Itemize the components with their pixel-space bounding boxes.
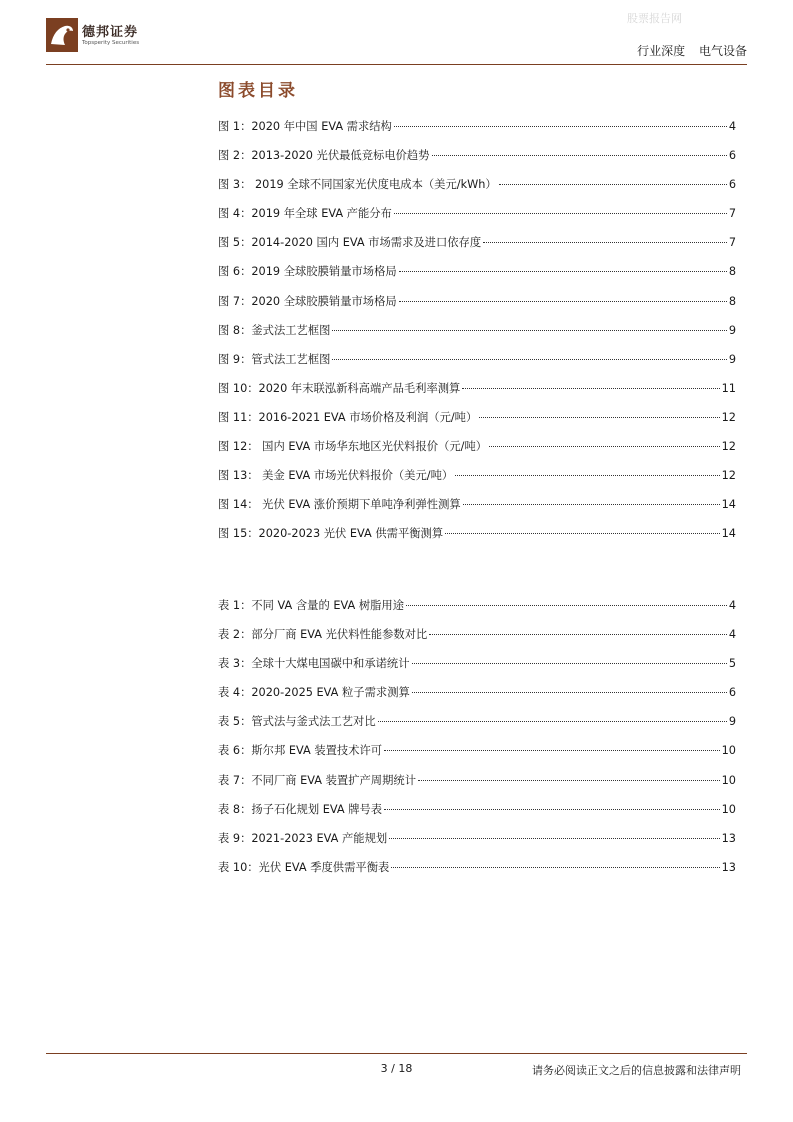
- dot-leader: [399, 301, 727, 302]
- figure-entry-page: 6: [728, 178, 736, 192]
- table-entry-page: 6: [728, 686, 736, 700]
- table-entry-label: 表 2：部分厂商 EVA 光伏料性能参数对比: [218, 628, 428, 642]
- figure-entry-page: 12: [721, 440, 736, 454]
- figure-entry-label: 图 15：2020-2023 光伏 EVA 供需平衡测算: [218, 527, 444, 541]
- figure-entry[interactable]: [218, 176, 736, 205]
- dot-leader: [412, 663, 727, 664]
- figure-entry[interactable]: [218, 409, 736, 438]
- dot-leader: [332, 330, 726, 331]
- figure-entry[interactable]: [218, 496, 736, 525]
- figure-entry-page: 8: [728, 265, 736, 279]
- figure-entry[interactable]: [218, 263, 736, 292]
- figure-entry-page: 12: [721, 469, 736, 483]
- table-entry-label: 表 10：光伏 EVA 季度供需平衡表: [218, 860, 390, 874]
- figure-entry-label: 图 2：2013-2020 光伏最低竞标电价趋势: [218, 149, 430, 163]
- figure-entry[interactable]: [218, 147, 736, 176]
- figure-entry-label: 图 12： 国内 EVA 市场华东地区光伏料报价（元/吨）: [218, 440, 488, 454]
- watermark: 股票报告网: [627, 12, 682, 25]
- figure-entry[interactable]: [218, 438, 736, 467]
- figure-entry[interactable]: [218, 351, 736, 380]
- table-entry-label: 表 4：2020-2025 EVA 粒子需求测算: [218, 686, 410, 700]
- figure-entry-label: 图 5：2014-2020 国内 EVA 市场需求及进口依存度: [218, 236, 482, 250]
- table-entry[interactable]: [218, 772, 736, 801]
- figure-entry-page: 4: [728, 120, 736, 133]
- figure-entry[interactable]: [218, 322, 736, 351]
- sector-label: 电气设备: [698, 44, 747, 58]
- figure-entry[interactable]: [218, 525, 736, 554]
- report-category: [637, 42, 747, 59]
- figure-entry-label: 图 10：2020 年末联泓新科高端产品毛利率测算: [218, 381, 461, 395]
- dot-leader: [432, 155, 727, 156]
- dot-leader: [394, 213, 727, 214]
- table-entry[interactable]: [218, 859, 736, 888]
- dot-leader: [406, 605, 727, 606]
- figure-entry-label: 图 6：2019 全球胶膜销量市场格局: [218, 265, 397, 279]
- dot-leader: [389, 838, 719, 839]
- dot-leader: [479, 417, 719, 418]
- figure-entry[interactable]: [218, 467, 736, 496]
- table-entry-label: 表 6：斯尔邦 EVA 装置技术许可: [218, 744, 383, 758]
- logo-en-text: Topsperity Securities: [82, 40, 140, 46]
- disclaimer: 请务必阅读正文之后的信息披露和法律声明: [532, 1064, 741, 1077]
- logo-cn-text: 德邦证券: [82, 25, 139, 40]
- table-entry[interactable]: [218, 655, 736, 684]
- table-entry-label: 表 5：管式法与釜式法工艺对比: [218, 715, 376, 729]
- figure-entry-page: 8: [728, 294, 736, 308]
- figure-entry-page: 7: [728, 236, 736, 250]
- figure-entry-label: 图 7：2020 全球胶膜销量市场格局: [218, 294, 397, 308]
- table-entry-page: 13: [721, 860, 736, 874]
- dot-leader: [463, 504, 720, 505]
- dot-leader: [384, 809, 720, 810]
- table-entry-page: 13: [721, 831, 736, 845]
- figure-entry-label: 图 13： 美金 EVA 市场光伏料报价（美元/吨）: [218, 469, 454, 483]
- figure-entry-page: 14: [721, 527, 736, 541]
- figure-entry-label: 图 3： 2019 全球不同国家光伏度电成本（美元/kWh）: [218, 178, 497, 192]
- toc-title: 图表目录: [218, 81, 298, 101]
- logo-icon: [46, 18, 78, 52]
- table-entry-label: 表 1：不同 VA 含量的 EVA 树脂用途: [218, 599, 405, 612]
- table-entry-page: 4: [728, 599, 736, 612]
- figure-entry[interactable]: [218, 380, 736, 409]
- dot-leader: [455, 475, 719, 476]
- table-entry-page: 5: [728, 657, 736, 671]
- table-entry-page: 4: [728, 628, 736, 642]
- dot-leader: [445, 533, 719, 534]
- table-entry[interactable]: [218, 626, 736, 655]
- table-entry-label: 表 7：不同厂商 EVA 装置扩产周期统计: [218, 773, 416, 787]
- figure-entry-page: 12: [721, 410, 736, 424]
- dot-leader: [489, 446, 720, 447]
- figure-entry[interactable]: [218, 234, 736, 263]
- table-entry[interactable]: [218, 801, 736, 830]
- table-entry[interactable]: [218, 597, 736, 626]
- dot-leader: [429, 634, 727, 635]
- dot-leader: [394, 126, 727, 127]
- dot-leader: [412, 692, 727, 693]
- figure-entry[interactable]: [218, 293, 736, 322]
- table-list: [218, 597, 736, 888]
- table-entry-page: 10: [721, 773, 736, 787]
- figure-entry-page: 14: [721, 498, 736, 512]
- company-logo: [46, 18, 176, 54]
- dot-leader: [384, 750, 720, 751]
- table-entry[interactable]: [218, 713, 736, 742]
- table-entry-label: 表 9：2021-2023 EVA 产能规划: [218, 831, 388, 845]
- dot-leader: [391, 867, 719, 868]
- figure-entry-label: 图 4：2019 年全球 EVA 产能分布: [218, 207, 392, 221]
- table-entry-label: 表 8：扬子石化规划 EVA 牌号表: [218, 802, 383, 816]
- figure-entry-label: 图 1：2020 年中国 EVA 需求结构: [218, 120, 392, 133]
- figure-entry-page: 7: [728, 207, 736, 221]
- dot-leader: [378, 721, 727, 722]
- table-entry[interactable]: [218, 742, 736, 771]
- dot-leader: [499, 184, 727, 185]
- figure-entry-page: 9: [728, 352, 736, 366]
- header-divider: [46, 64, 747, 65]
- table-entry-page: 9: [728, 715, 736, 729]
- figure-entry-page: 11: [721, 381, 736, 395]
- table-entry[interactable]: [218, 830, 736, 859]
- figure-entry-page: 9: [728, 323, 736, 337]
- dot-leader: [418, 780, 720, 781]
- figure-entry-page: 6: [728, 149, 736, 163]
- footer-divider: [46, 1053, 747, 1054]
- dot-leader: [483, 242, 727, 243]
- table-entry-page: 10: [721, 744, 736, 758]
- figure-entry-label: 图 8：釜式法工艺框图: [218, 323, 331, 337]
- dot-leader: [332, 359, 726, 360]
- figure-list: [218, 118, 736, 554]
- table-entry-page: 10: [721, 802, 736, 816]
- table-entry-label: 表 3：全球十大煤电国碳中和承诺统计: [218, 657, 410, 671]
- figure-entry-label: 图 14： 光伏 EVA 涨价预期下单吨净利弹性测算: [218, 498, 461, 512]
- figure-entry-label: 图 11：2016-2021 EVA 市场价格及利润（元/吨）: [218, 410, 478, 424]
- figure-entry[interactable]: [218, 205, 736, 234]
- dot-leader: [399, 271, 727, 272]
- table-entry[interactable]: [218, 684, 736, 713]
- figure-entry[interactable]: [218, 118, 736, 147]
- dot-leader: [462, 388, 719, 389]
- page-number: 3 / 18: [380, 1062, 413, 1075]
- category-label: 行业深度: [637, 44, 686, 58]
- figure-entry-label: 图 9：管式法工艺框图: [218, 352, 331, 366]
